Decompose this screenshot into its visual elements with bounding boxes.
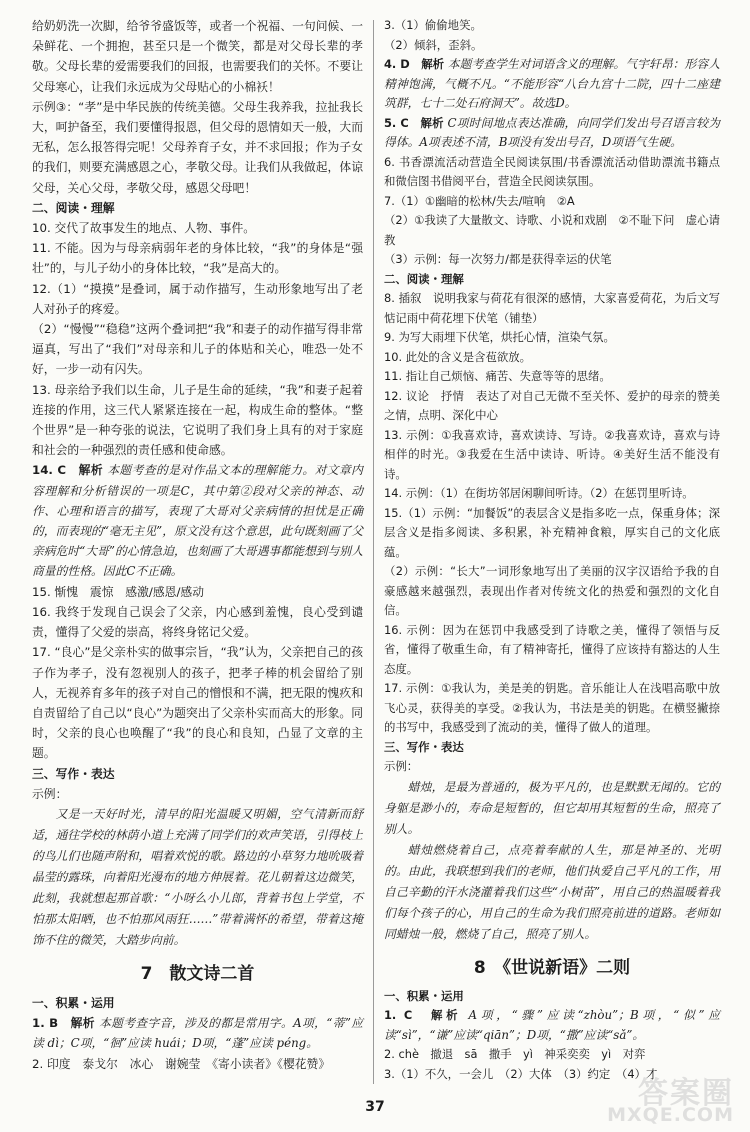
answer-item: 15. 惭愧 震惊 感激/感恩/感动 bbox=[32, 584, 205, 599]
answer-item: （2）①我读了大量散文、诗歌、小说和戏剧 ②不耻下问 虚心请教 bbox=[384, 213, 720, 247]
answer-item bbox=[32, 460, 363, 581]
essay-paragraph: 又是一天好时光，清早的阳光温暖又明媚，空气清新而舒适，通往学校的林荫小道上充满了同学们的欢声笑语，引得枝上的鸟儿们也随声附和，唱着欢悦的歌。路边的小草努力地吮吸着晶莹的露珠，向着阳光漫布的地方伸展着。花儿朝着这边微笑，此刻，我就想起那首歌：“小呀么小儿郎，背着书包上学堂，不怕那太阳晒，也不怕那风雨狂……”带着满怀的希望，带着这掩饰不住的微笑，大踏步向前。 bbox=[32, 806, 363, 947]
watermark-url: MXQE.COM bbox=[607, 1104, 734, 1126]
answer-item: 8. 插叙 说明我家与荷花有很深的感情，大家喜爱荷花，为后文写惦记雨中荷花埋下伏笔（铺垫） bbox=[384, 291, 720, 325]
essay-paragraph: 蜡烛，是最为普通的，极为平凡的，也是默默无闻的。它的身躯是渺小的，寿命是短暂的，但它却用其短暂的生命，照亮了别人。 bbox=[384, 779, 720, 836]
answer-item: 10. 此处的含义是含苞欲放。 bbox=[384, 349, 532, 364]
answer-item: 给奶奶洗一次脚，给爷爷盛饭等，或者一个祝福、一句问候、一朵鲜花、一个拥抱，甚至只是一个微笑，都是对父母长辈的孝敬。父母长辈的爱需要我们的回报，也需要我们的关怀。不要让父母寒心，让我们永远成为父母贴心的小棉袄！ bbox=[32, 19, 363, 94]
essay-paragraph: 蜡烛燃烧着自己，点亮着奉献的人生，那是神圣的、光明的。由此，我联想到我们的老师，他们执爱自己平凡的工作，用自己辛勤的汗水浇灌着我们这些“小树苗”，用自己的热温暖着我们每个孩子的心，用自己的生命为我们照亮前进的道路。老师如同蜡烛一般，燃烧了自己，照亮了别人。 bbox=[384, 842, 720, 941]
answer-item: 16. 示例：因为在惩罚中我感受到了诗歌之美，懂得了领悟与反省，懂得了敬重生命，有了精神寄托，懂得了应该持有豁达的人生态度。 bbox=[384, 622, 720, 676]
answer-item: 示例③：“孝”是中华民族的传统美德。父母生我养我，拉扯我长大，呵护备至，我们要懂得报恩，但父母的恩情如天一般，大而无私，怎么报答得完呢！父母养育子女，并不求回报；作为子女的我们，则要充满感恩之心，孝敬父母。让我们从我做起，体谅父母，关心父母，孝敬父母，感恩父母吧！ bbox=[32, 99, 363, 195]
answer-item: 示例： bbox=[384, 759, 419, 773]
answer-explanation: 本题考查字音，涉及的都是常用字。A项，“蒂”应读 dì；C项，“徊”应读 huái；D项，“蓬”应读 péng。 bbox=[32, 1016, 363, 1051]
watermark-text: 答案圈 bbox=[638, 1076, 734, 1111]
answer-item bbox=[384, 55, 720, 114]
answer-item: 3.（1）不久，一会儿 （2）大体 （3）约定 （4）才 bbox=[384, 1066, 658, 1081]
answer-item bbox=[384, 1006, 720, 1045]
answer-item: 10. 交代了故事发生的地点、人物、事件。 bbox=[32, 221, 256, 236]
answer-lead: 1. C 解析 bbox=[384, 1008, 462, 1022]
column-divider bbox=[373, 20, 374, 1084]
left-column bbox=[32, 16, 363, 1074]
section-heading: 二、阅读・理解 bbox=[32, 200, 115, 215]
answer-explanation: 本题考查的是对作品文本的理解能力。对文章内容理解和分析错误的一项是C，其中第②段对父亲的神态、动作、心理和语言的描写，表现了大哥对父亲病情的担忧是正确的，而表现的“毫无主见”，原文没有这个意思，此句既刻画了父亲病危时“大哥”的心情急迫，也刻画了大哥遇事都能想到与别人商量的性格。因此C不正确。 bbox=[32, 463, 363, 579]
answer-item: （2）倾斜，歪斜。 bbox=[384, 37, 483, 52]
answer-explanation: C项时间地点表达准确，向同学们发出号召语言较为得体。A项表述不清，B项没有发出号召，D项语气生硬。 bbox=[384, 115, 721, 149]
answer-item: 16. 我终于发现自己误会了父亲，内心感到羞愧，良心受到谴责，懂得了父爱的崇高，将终身铭记父爱。 bbox=[32, 604, 363, 640]
section-heading: 三、写作・表达 bbox=[384, 739, 464, 754]
answer-item: （2）“慢慢”“稳稳”这两个叠词把“我”和妻子的动作描写得非常逼真，写出了“我们”对母亲和儿子的体贴和关心，唯恐一处不好，一步一动有闪失。 bbox=[32, 322, 363, 377]
answer-item: 2. chè 撤退 sā 撒手 yì 神采奕奕 yì 对弈 bbox=[384, 1047, 646, 1061]
answer-item: 13. 示例：①我喜欢诗，喜欢读诗、写诗。②我喜欢诗，喜欢与诗相伴的时光。③我爱在生活中读诗、听诗。④美好生活不能没有诗。 bbox=[384, 427, 720, 481]
answer-item: 13. 母亲给予我们以生命，儿子是生命的延续，“我”和妻子起着连接的作用，这三代人紧紧连接在一起，构成生命的整体。“整个世界”是一种夸张的说法，它说明了我们身上具有的对于家庭和社会的一种强烈的责任感和使命感。 bbox=[32, 382, 363, 458]
answer-explanation: 本题考查学生对词语含义的理解。气宇轩昂：形容人精神饱满，气概不凡。“不能形容“八台九宫十二院，四十二座建筑群，七十二处石府洞天”。故选D。 bbox=[384, 57, 720, 110]
answer-item: 14. 示例：（1）在街坊邻居闲聊间听诗。（2）在惩罚里听诗。 bbox=[384, 486, 694, 500]
right-column bbox=[384, 16, 720, 1084]
answer-item: 12.（1）“摸摸”是叠词，属于动作描写，生动形象地写出了老人对孙子的疼爱。 bbox=[32, 281, 363, 316]
answer-item: 2. 印度 泰戈尔 冰心 谢婉莹 《寄小读者》《樱花赞》 bbox=[32, 1056, 331, 1071]
answer-item: 3.（1）偷偷地笑。 bbox=[384, 18, 482, 32]
answer-item bbox=[32, 1013, 363, 1053]
answer-item bbox=[384, 114, 720, 153]
answer-item: 17. “良心”是父亲朴实的做事宗旨，“我”认为，父亲把自己的孩子作为孝子，没有忽视别人的孩子，把孝子棒的机会留给了别人，无视养育多年的孩子对自己的憎恨和不满，把无限的愧疚和自责留给了自己以“良心”为题突出了父亲朴实而高大的形象。同时，父亲的良心也唤醒了“我”的良心和良知，凸显了文章的主题。 bbox=[32, 645, 363, 761]
answer-explanation: A项，“骤”应读“zhòu”；B项，“似”应读“sì”，“谦”应读“qiān”；D项，“撒”应读“sǎ”。 bbox=[384, 1008, 721, 1042]
answer-lead: 4. D 解析 bbox=[384, 57, 445, 71]
answer-item: 9. 为写大雨埋下伏笔，烘托心情，渲染气氛。 bbox=[384, 330, 615, 344]
section-heading: 一、积累・运用 bbox=[384, 988, 464, 1003]
section-heading: 三、写作・表达 bbox=[32, 766, 115, 781]
section-heading: 二、阅读・理解 bbox=[384, 271, 464, 286]
answer-lead: 5. C 解析 bbox=[384, 115, 444, 130]
chapter-heading: 8 《世说新语》二则 bbox=[473, 957, 631, 978]
answer-item: 7.（1）①幽暗的松林/失去/喧响 ②A bbox=[384, 193, 575, 208]
watermark-logo bbox=[572, 1066, 740, 1126]
answer-lead: 14. C 解析 bbox=[32, 463, 104, 478]
chapter-heading: 7 散文诗二首 bbox=[140, 963, 255, 984]
answer-item: （3）示例：每一次努力/都是获得幸运的伏笔 bbox=[384, 252, 612, 266]
answer-lead: 1. B 解析 bbox=[32, 1016, 95, 1031]
answer-item: 11. 指让自己烦恼、痛苦、失意等等的思绪。 bbox=[384, 369, 611, 383]
page-number: 37 bbox=[365, 1099, 385, 1115]
answer-item: 17. 示例：①我认为，美是美的钥匙。音乐能让人在浅唱高歌中放飞心灵，获得美的享受。②我认为，书法是美的钥匙。在横竖撇捺的书写中，我感受到了流动的美，懂得了做人的道理。 bbox=[384, 681, 720, 734]
section-heading: 一、积累・运用 bbox=[32, 995, 115, 1010]
answer-item: 示例： bbox=[32, 786, 68, 801]
answer-item: 11. 不能。因为与母亲病弱年老的身体比较，“我”的身体是“强壮”的，与儿子幼小的身体比较，“我”是高大的。 bbox=[32, 241, 363, 276]
answer-item: 12. 议论 抒情 表达了对自己无微不至关怀、爱护的母亲的赞美之情，点明、深化中心 bbox=[384, 388, 720, 422]
answer-item: 15.（1）示例：“加餐饭”的表层含义是指多吃一点，保重身体；深层含义是指多阅读、多积累，补充精神食粮，厚实自己的文化底蕴。 bbox=[384, 505, 720, 559]
answer-item: （2）示例：“长大”一词形象地写出了美丽的汉字汉语给予我的自豪感越来越强烈，表现出作者对传统文化的热爱和强烈的文化自信。 bbox=[384, 564, 720, 617]
answer-item: 6. 书香漂流活动营造全民阅读氛围/书香漂流活动借助漂流书籍点和微信图书借阅平台，营造全民阅读氛围。 bbox=[384, 154, 720, 188]
